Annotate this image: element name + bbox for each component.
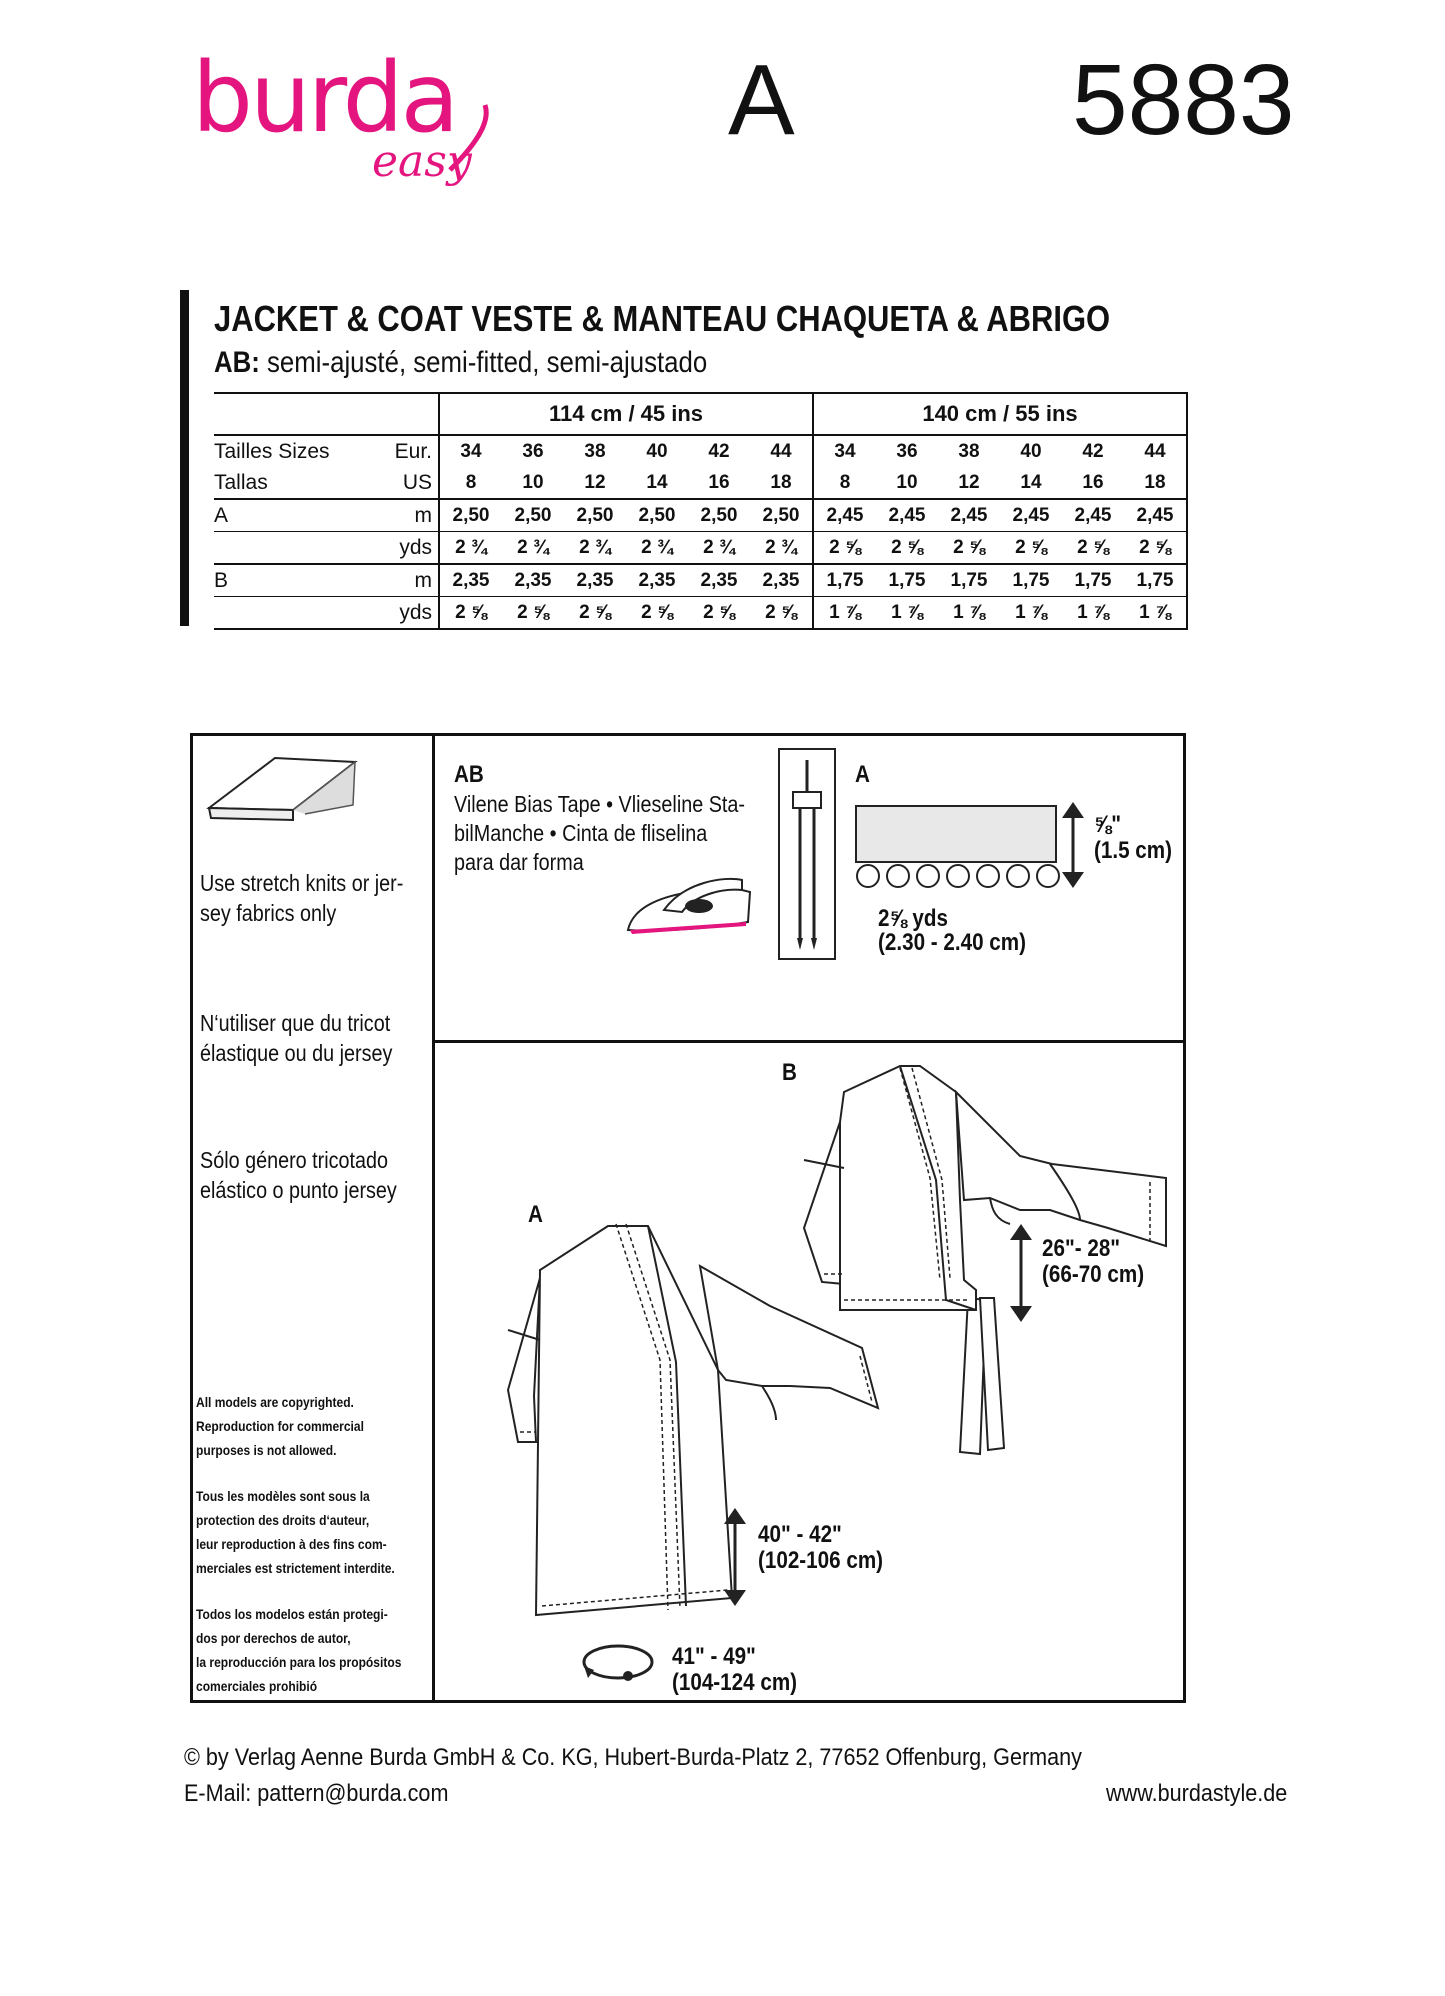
length-b-in: 26"- 28" xyxy=(1042,1235,1121,1262)
view-b-label: B xyxy=(214,564,374,597)
yardage-table xyxy=(214,392,1188,630)
page-title: JACKET & COAT VESTE & MANTEAU CHAQUETA & ABRIGO xyxy=(214,298,1111,339)
bias-tape-swatch xyxy=(848,800,1068,900)
yardage-cell: 1 ⅞ xyxy=(1124,597,1187,630)
size-cell: 36 xyxy=(522,440,544,462)
unit-label: yds xyxy=(374,597,439,630)
size-cell: 12 xyxy=(938,467,1000,499)
text-line: N‘utiliser que du tricot xyxy=(200,1010,391,1036)
yardage-cell: 2,45 xyxy=(1062,499,1124,532)
size-cell: 16 xyxy=(688,467,750,499)
size-cell: 34 xyxy=(460,440,482,462)
length-a-in: 40" - 42" xyxy=(758,1521,842,1548)
title-bar xyxy=(180,290,189,626)
yardage-cell: 2,35 xyxy=(688,564,750,597)
length-a-cm: (102-106 cm) xyxy=(758,1547,884,1574)
text-line: protection des droits d‘auteur, xyxy=(196,1512,370,1528)
size-cell: 10 xyxy=(502,467,564,499)
fabric-note-fr xyxy=(200,1008,392,1068)
logo-swoosh xyxy=(440,100,500,180)
yardage-cell: 2 ¾ xyxy=(626,532,688,565)
yardage-cell: 1 ⅞ xyxy=(876,597,938,630)
view-letter: A xyxy=(728,44,795,156)
yardage-cell: 1,75 xyxy=(876,564,938,597)
fabric-width-114: 114 cm / 45 ins xyxy=(439,393,813,435)
yardage-cell: 2 ⅝ xyxy=(876,532,938,565)
hem-width-cm: (104-124 cm) xyxy=(672,1669,798,1696)
yardage-cell: 2,50 xyxy=(626,499,688,532)
unit-label: m xyxy=(374,564,439,597)
tape-width-in: ⅝" xyxy=(1094,811,1122,838)
text-line: Tous les modèles sont sous la xyxy=(196,1488,370,1504)
brand-logo-sub: easy xyxy=(372,136,472,187)
yardage-cell: 2 ⅝ xyxy=(1124,532,1187,565)
yardage-cell: 1 ⅞ xyxy=(1000,597,1062,630)
size-cell: 44 xyxy=(1124,435,1187,467)
size-cell: 42 xyxy=(708,440,730,462)
tape-view-label: A xyxy=(855,761,870,788)
yardage-cell: 1 ⅞ xyxy=(938,597,1000,630)
hem-width-icon xyxy=(580,1640,660,1684)
text-line: sey fabrics only xyxy=(200,900,337,926)
fit-description xyxy=(214,346,707,380)
length-a-arrow xyxy=(722,1506,748,1606)
yardage-cell: 1 ⅞ xyxy=(813,597,876,630)
us-label: US xyxy=(374,467,439,499)
text-line: All models are copyrighted. xyxy=(196,1394,354,1410)
yardage-cell: 2,45 xyxy=(938,499,1000,532)
size-cell: 18 xyxy=(1124,467,1187,499)
yardage-cell: 2,50 xyxy=(750,499,813,532)
yardage-cell: 2,45 xyxy=(1124,499,1187,532)
unit-label: m xyxy=(374,499,439,532)
yardage-cell: 2,50 xyxy=(564,499,626,532)
size-cell: 8 xyxy=(439,467,502,499)
yardage-cell: 2,50 xyxy=(502,499,564,532)
yardage-cell: 1,75 xyxy=(938,564,1000,597)
garment-b-label: B xyxy=(782,1059,797,1086)
text-line: Use stretch knits or jer- xyxy=(200,870,404,896)
size-cell: 14 xyxy=(626,467,688,499)
view-b-meters-row xyxy=(214,564,1187,597)
publisher-info: © by Verlag Aenne Burda GmbH & Co. KG, Hubert-Burda-Platz 2, 77652 Offenburg, Germany xyxy=(184,1744,1082,1771)
view-a-meters-row xyxy=(214,499,1187,532)
yardage-cell: 2 ⅝ xyxy=(750,597,813,630)
yardage-cell: 2 ⅝ xyxy=(502,597,564,630)
us-size-row xyxy=(214,467,1187,499)
fabric-bolt-icon xyxy=(205,750,365,830)
text-line: leur reproduction à des fins com- xyxy=(196,1536,387,1552)
fit-text: semi-ajusté, semi-fitted, semi-ajustado xyxy=(259,346,708,379)
size-cell: 42 xyxy=(1082,440,1104,462)
yardage-cell: 2 ¾ xyxy=(750,532,813,565)
text-line: purposes is not allowed. xyxy=(196,1442,337,1458)
yardage-cell: 1,75 xyxy=(1000,564,1062,597)
size-cell: 34 xyxy=(834,440,856,462)
yardage-cell: 2,35 xyxy=(564,564,626,597)
contact-email[interactable]: E-Mail: pattern@burda.com xyxy=(184,1780,449,1807)
yardage-cell: 2 ⅝ xyxy=(813,532,876,565)
yardage-cell: 2 ⅝ xyxy=(564,597,626,630)
garment-a-label: A xyxy=(528,1201,543,1228)
pattern-number: 5883 xyxy=(1072,44,1295,156)
yardage-cell: 2 ¾ xyxy=(439,532,502,565)
fabric-note-en xyxy=(200,868,403,928)
yardage-cell: 2 ⅝ xyxy=(439,597,502,630)
yardage-cell: 2 ⅝ xyxy=(1062,532,1124,565)
yardage-cell: 2 ⅝ xyxy=(688,597,750,630)
twin-needle-icon xyxy=(778,748,836,960)
size-cell: 14 xyxy=(1000,467,1062,499)
yardage-cell: 2 ⅝ xyxy=(938,532,1000,565)
yardage-cell: 2,50 xyxy=(439,499,502,532)
text-line: la reproducción para los propósitos xyxy=(196,1654,402,1670)
size-cell: 38 xyxy=(584,440,606,462)
tape-length-yds: 2⅝ yds xyxy=(878,905,948,932)
fabric-note-es xyxy=(200,1145,397,1205)
yardage-cell: 2 ⅝ xyxy=(626,597,688,630)
size-cell: 18 xyxy=(750,467,813,499)
panel-divider-vertical xyxy=(432,733,435,1703)
eur-label: Eur. xyxy=(374,435,439,467)
size-cell: 8 xyxy=(813,467,876,499)
yardage-cell: 2 ¾ xyxy=(502,532,564,565)
hem-width-in: 41" - 49" xyxy=(672,1643,756,1670)
yardage-cell: 2,35 xyxy=(750,564,813,597)
tape-width-arrow xyxy=(1060,800,1086,890)
yardage-cell: 1,75 xyxy=(1062,564,1124,597)
text-line: bilManche • Cinta de fliselina xyxy=(454,820,708,846)
yardage-cell: 2,45 xyxy=(813,499,876,532)
yardage-cell: 2,50 xyxy=(688,499,750,532)
yardage-cell: 2,35 xyxy=(502,564,564,597)
yardage-cell: 2,35 xyxy=(439,564,502,597)
sizes-label: Tailles Sizes xyxy=(214,439,330,463)
text-line: Todos los modelos están protegi- xyxy=(196,1606,388,1622)
size-cell: 10 xyxy=(876,467,938,499)
yardage-cell: 1,75 xyxy=(813,564,876,597)
copyright-en xyxy=(196,1390,364,1462)
text-line: Vilene Bias Tape • Vlieseline Sta- xyxy=(454,791,745,817)
yardage-cell: 2 ¾ xyxy=(564,532,626,565)
size-cell: 40 xyxy=(646,440,668,462)
copyright-es xyxy=(196,1602,401,1698)
view-a-label: A xyxy=(214,499,374,532)
text-line: para dar forma xyxy=(454,849,584,875)
unit-label: yds xyxy=(374,532,439,565)
text-line: dos por derechos de autor, xyxy=(196,1630,351,1646)
website-link[interactable]: www.burdastyle.de xyxy=(1106,1780,1288,1807)
text-line: élastique ou du jersey xyxy=(200,1040,393,1066)
size-cell: 16 xyxy=(1062,467,1124,499)
copyright-fr xyxy=(196,1484,395,1580)
tallas-label: Tallas xyxy=(214,467,374,499)
yardage-cell: 1 ⅞ xyxy=(1062,597,1124,630)
yardage-cell: 2 ¾ xyxy=(688,532,750,565)
view-a-yards-row xyxy=(214,532,1187,565)
size-cell: 38 xyxy=(958,440,980,462)
text-line: comerciales prohibió xyxy=(196,1678,318,1694)
eur-size-row xyxy=(214,435,1187,467)
text-line: elástico o punto jersey xyxy=(200,1177,397,1203)
tape-width-cm: (1.5 cm) xyxy=(1094,837,1173,864)
length-b-cm: (66-70 cm) xyxy=(1042,1261,1145,1288)
brand-logo: burda xyxy=(192,42,457,154)
yardage-cell: 2,35 xyxy=(626,564,688,597)
text-line: merciales est strictement interdite. xyxy=(196,1560,395,1576)
yardage-cell: 2,45 xyxy=(1000,499,1062,532)
iron-icon xyxy=(624,862,764,942)
size-cell: 44 xyxy=(750,435,813,467)
fabric-width-140: 140 cm / 55 ins xyxy=(813,393,1187,435)
yardage-cell: 1,75 xyxy=(1124,564,1187,597)
views-label: AB: xyxy=(214,346,260,379)
text-line: Sólo género tricotado xyxy=(200,1147,389,1173)
view-b-yards-row xyxy=(214,597,1187,630)
yardage-cell: 2 ⅝ xyxy=(1000,532,1062,565)
tape-length-cm: (2.30 - 2.40 cm) xyxy=(878,929,1027,956)
notions-views-label: AB xyxy=(454,761,484,788)
size-cell: 40 xyxy=(1020,440,1042,462)
text-line: Reproduction for commercial xyxy=(196,1418,364,1434)
panel-divider-horizontal xyxy=(432,1040,1186,1043)
length-b-arrow xyxy=(1008,1222,1034,1322)
yardage-cell: 2,45 xyxy=(876,499,938,532)
size-cell: 12 xyxy=(564,467,626,499)
size-cell: 36 xyxy=(896,440,918,462)
